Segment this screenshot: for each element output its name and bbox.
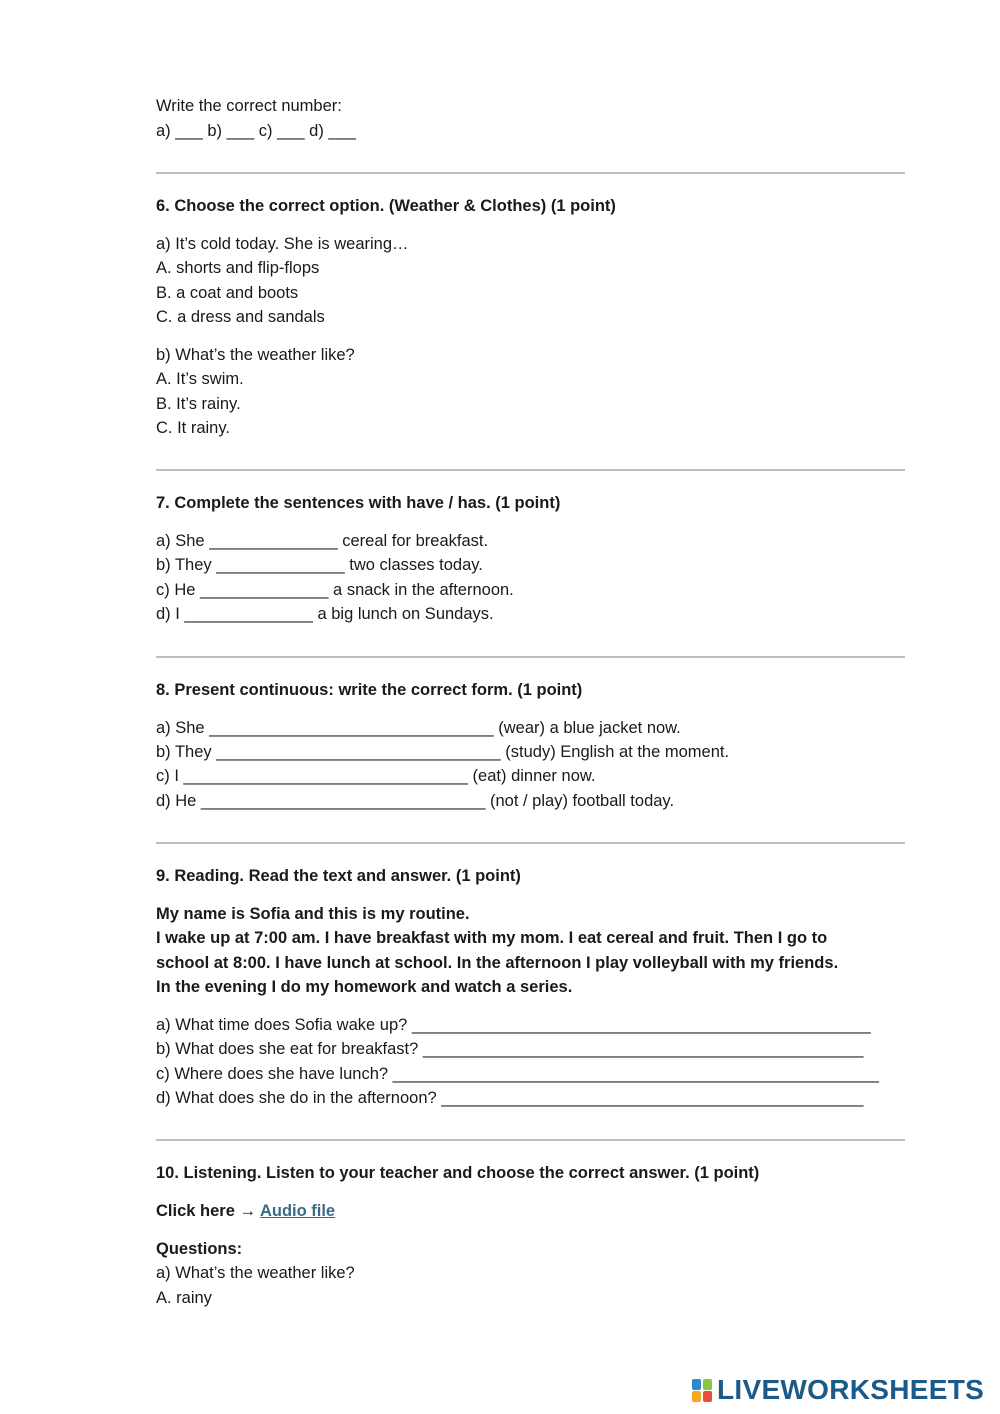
q8-item[interactable]: b) They _______________________________ (study) English at the moment. <box>156 743 730 761</box>
q9-text-line: My name is Sofia and this is my routine. <box>156 905 470 923</box>
q7-item[interactable]: c) He ______________ a snack in the afternoon. <box>156 581 514 599</box>
liveworksheets-logo <box>692 1374 984 1406</box>
q8-item[interactable]: d) He _______________________________ (not / play) football today. <box>156 792 675 810</box>
q10-option[interactable]: A. rainy <box>156 1289 212 1307</box>
q8-title: 8. Present continuous: write the correct form. (1 point) <box>156 681 583 699</box>
q9-question[interactable]: a) What time does Sofia wake up? __________________________________________________ <box>156 1016 871 1034</box>
divider <box>156 1139 905 1141</box>
click-here-label: Click here <box>156 1202 235 1220</box>
audio-file-link[interactable]: Audio file <box>259 1202 336 1220</box>
q7-item[interactable]: a) She ______________ cereal for breakfast. <box>156 532 489 550</box>
q7-title: 7. Complete the sentences with have / has. (1 point) <box>156 494 561 512</box>
q6-b-option[interactable]: B. It’s rainy. <box>156 395 241 413</box>
q10-question: a) What’s the weather like? <box>156 1264 355 1282</box>
q6-b-option[interactable]: C. It rainy. <box>156 419 230 437</box>
q8-item[interactable]: c) I _______________________________ (eat) dinner now. <box>156 767 596 785</box>
q9-question[interactable]: b) What does she eat for breakfast? ________________________________________________ <box>156 1040 864 1058</box>
q7-item[interactable]: b) They ______________ two classes today. <box>156 556 483 574</box>
brand-name: LIVEWORKSHEETS <box>717 1374 985 1405</box>
arrow-right-icon: → <box>239 1202 256 1220</box>
q10-title: 10. Listening. Listen to your teacher and choose the correct answer. (1 point) <box>156 1164 760 1182</box>
q6-b-option[interactable]: A. It’s swim. <box>156 370 244 388</box>
q9-text-line: I wake up at 7:00 am. I have breakfast with my mom. I eat cereal and fruit. Then I go to <box>156 929 828 947</box>
q9-question[interactable]: c) Where does she have lunch? _____________________________________________________ <box>156 1065 879 1083</box>
divider <box>156 842 905 844</box>
q6-b-prompt: b) What’s the weather like? <box>156 346 355 364</box>
q9-text-line: school at 8:00. I have lunch at school. In the afternoon I play volleyball with my friends. <box>156 954 839 972</box>
q9-question[interactable]: d) What does she do in the afternoon? ______________________________________________ <box>156 1089 864 1107</box>
q6-a-option[interactable]: C. a dress and sandals <box>156 308 325 326</box>
divider <box>156 172 905 174</box>
q6-a-option[interactable]: B. a coat and boots <box>156 284 299 302</box>
q7-item[interactable]: d) I ______________ a big lunch on Sundays. <box>156 605 494 623</box>
divider <box>156 656 905 658</box>
q8-item[interactable]: a) She _______________________________ (wear) a blue jacket now. <box>156 719 681 737</box>
q6-a-prompt: a) It’s cold today. She is wearing… <box>156 235 409 253</box>
q6-title: 6. Choose the correct option. (Weather & Clothes) (1 point) <box>156 197 616 215</box>
liveworksheets-logo-icon <box>692 1377 714 1403</box>
q5-instruction: Write the correct number: <box>156 97 342 115</box>
q9-title: 9. Reading. Read the text and answer. (1 point) <box>156 867 521 885</box>
q6-a-option[interactable]: A. shorts and flip-flops <box>156 259 320 277</box>
q10-click-here <box>156 1201 335 1221</box>
q5-answer-blanks[interactable]: a) ___ b) ___ c) ___ d) ___ <box>156 122 356 140</box>
q10-questions-label: Questions: <box>156 1240 243 1258</box>
q9-text-line: In the evening I do my homework and watch a series. <box>156 978 573 996</box>
divider <box>156 469 905 471</box>
